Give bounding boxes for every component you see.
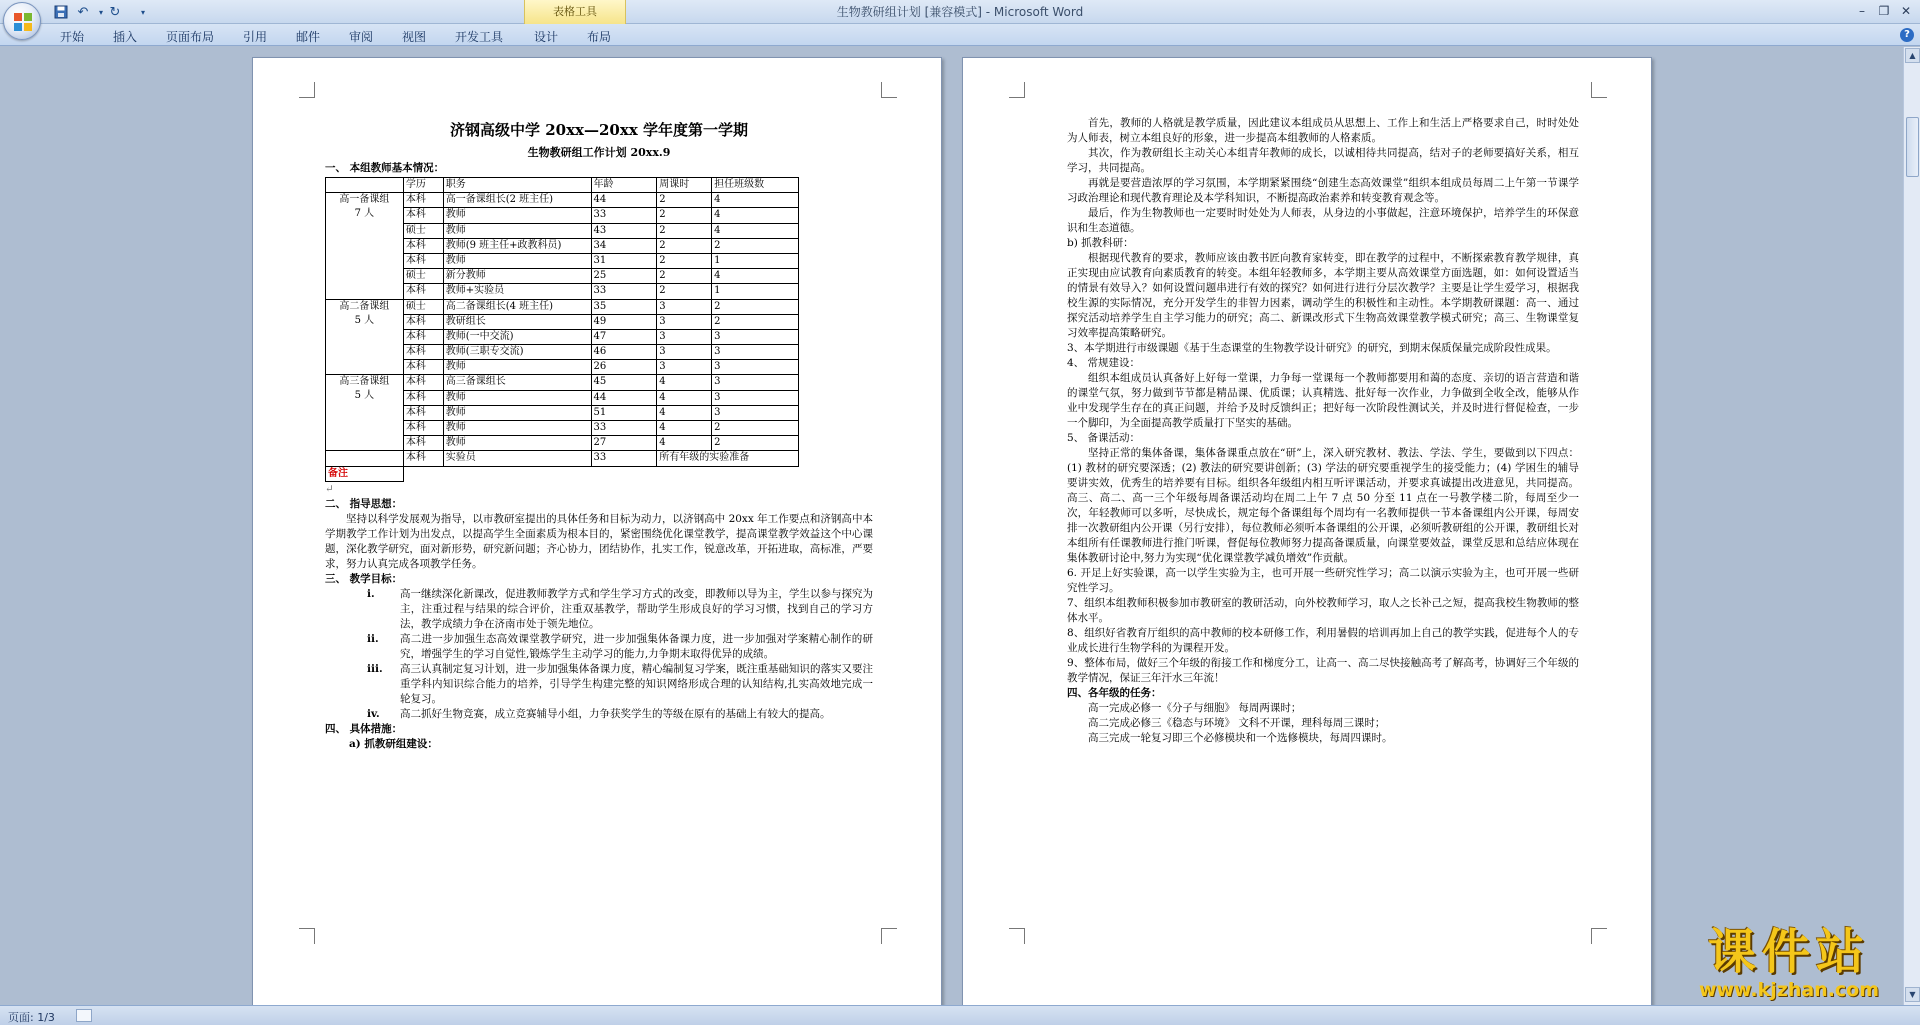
table-cell[interactable]: 26	[591, 360, 657, 375]
remark-row	[326, 466, 799, 481]
table-cell[interactable]: 本科	[403, 314, 443, 329]
paragraph: 最后，作为生物教师也一定要时时处处为人师表，从身边的小事做起，注意环境保护，培养学生的环保意识和生态道德。	[1067, 207, 1579, 234]
table-cell[interactable]: 教师	[443, 421, 591, 436]
paragraph: 9、整体布局，做好三个年级的衔接工作和梯度分工，让高一、高二尽快接触高考了解高考，协调好三个年级的教学情况，保证三年汗水三年流！	[1067, 657, 1579, 684]
tab-home[interactable]: 开始	[60, 30, 85, 44]
table-cell[interactable]: 4	[657, 405, 712, 420]
table-cell[interactable]: 本科	[403, 193, 443, 208]
table-cell[interactable]: 本科	[403, 405, 443, 420]
table-cell[interactable]: 43	[591, 223, 657, 238]
paragraph: b) 抓教科研：	[1067, 237, 1134, 249]
table-cell[interactable]: 硕士	[403, 223, 443, 238]
table-cell[interactable]: 4	[712, 269, 799, 284]
crop-mark	[1009, 928, 1025, 944]
table-cell[interactable]: 49	[591, 314, 657, 329]
table-cell[interactable]: 教研组长	[443, 314, 591, 329]
scroll-thumb[interactable]	[1906, 117, 1919, 177]
table-cell[interactable]: 3	[712, 360, 799, 375]
paragraph: 5、 备课活动：	[1067, 432, 1141, 444]
table-cell[interactable]: 45	[591, 375, 657, 390]
table-cell[interactable]: 44	[591, 193, 657, 208]
minimize-icon[interactable]: –	[1859, 3, 1865, 18]
table-cell[interactable]: 33	[591, 208, 657, 223]
goal-text: 高三认真制定复习计划，进一步加强集体备课力度，精心编制复习学案，既注重基础知识的落实又要注重学科内知识综合能力的培养，引导学生构建完整的知识网络形成合理的认知结构,扎实高效地完成一轮复习。	[400, 662, 873, 705]
table-cell[interactable]: 4	[712, 223, 799, 238]
paragraph: 高一完成必修一《分子与细胞》 每周两课时；	[1088, 702, 1302, 714]
table-cell[interactable]: 4	[657, 436, 712, 451]
table-header-cell[interactable]: 年龄	[591, 178, 657, 193]
tab-view[interactable]: 视图	[402, 30, 427, 44]
section-heading: 二、 指导思想：	[325, 497, 403, 510]
table-cell[interactable]: 1	[712, 253, 799, 268]
table-cell[interactable]: 2	[657, 193, 712, 208]
table-cell[interactable]: 本科	[403, 390, 443, 405]
table-cell[interactable]: 2	[712, 238, 799, 253]
group-count: 5 人	[354, 314, 375, 326]
group-name: 高一备课组	[339, 194, 390, 206]
ribbon-tab-bar	[0, 24, 1920, 46]
group-count: 5 人	[354, 390, 375, 402]
paragraph: 3、本学期进行市级课题《基于生态课堂的生物教学设计研究》的研究，到期末保质保量完成阶段性成果。	[1067, 342, 1557, 354]
table-cell[interactable]: 4	[712, 208, 799, 223]
paragraph: 根据现代教育的要求，教师应该由教书匠向教育家转变，即在教学的过程中，不断探索教育教学规律，真正实现由应试教育向素质教育的转变。本组年轻教师多，本学期主要从高效课堂方面选题，如：如何设置适当的情景有效导入？如何设置问题串进行有效的探究？如何进行进行分层次教学？主要是让学生爱学习，根据我校生源的实际情况，充分开发学生的非智力因素，调动学生的积极性和主动性。本学期教研课题：高一、通过探究活动培养学生自主学习能力的研究；高二、新课改形式下生物高效课堂教学模式研究；高三、生物课堂复习效率提高策略研究。	[1067, 252, 1579, 339]
doc-title: 济钢高级中学 20xx—20xx 学年度第一学期	[450, 121, 748, 139]
crop-mark	[299, 82, 315, 98]
table-header-cell[interactable]: 周课时	[657, 178, 712, 193]
table-cell[interactable]: 2	[712, 299, 799, 314]
watermark-url: www.kjzhan.com	[1698, 979, 1880, 1001]
table-cell[interactable]: 本科	[403, 375, 443, 390]
guide-paragraph: 坚持以科学发展观为指导，以市教研室提出的具体任务和目标为动力，以济钢高中 20xx 年工作要点和济钢高中本学期教学工作计划为出发点，以提高学生全面素质为根本目的，紧密围绕优化课堂教学，提高课堂教学效益这个中心课题，深化教学研究，面对新形势，研究新问题；齐心协力，团结协作，扎实工作，锐意改革，开拓进取，高标准，严要求，努力认真完成各项教学任务。	[325, 512, 873, 570]
table-cell[interactable]: 35	[591, 299, 657, 314]
table-cell[interactable]: 本科	[403, 208, 443, 223]
table-header-row	[326, 178, 799, 193]
vertical-scrollbar[interactable]	[1903, 47, 1920, 1005]
paragraph: 首先，教师的人格就是教学质量，因此建议本组成员从思想上、工作上和生活上严格要求自己，时时处处为人师表，树立本组良好的形象，进一步提高本组教师的人格素质。	[1067, 117, 1579, 144]
table-header-cell[interactable]: 担任班级数	[712, 178, 799, 193]
goal-item	[325, 707, 873, 722]
table-cell[interactable]: 4	[657, 421, 712, 436]
doc-subtitle: 生物教研组工作计划 20xx.9	[527, 146, 671, 159]
table-cell[interactable]: 4	[657, 390, 712, 405]
close-icon[interactable]: ✕	[1900, 3, 1912, 18]
table-row	[326, 375, 799, 390]
table-cell[interactable]: 1	[712, 284, 799, 299]
group-name-cell[interactable]	[326, 375, 404, 451]
watermark-title: 课件站	[1707, 924, 1870, 980]
status-bar	[0, 1005, 1920, 1025]
table-cell[interactable]: 2	[712, 436, 799, 451]
table-row	[326, 451, 799, 466]
table-cell[interactable]: 2	[657, 238, 712, 253]
table-cell[interactable]: 高三备课组长	[443, 375, 591, 390]
table-cell[interactable]: 3	[657, 314, 712, 329]
table-cell[interactable]: 51	[591, 405, 657, 420]
office-logo-icon	[13, 12, 33, 32]
table-cell[interactable]: 4	[712, 193, 799, 208]
table-cell[interactable]: 本科	[403, 421, 443, 436]
table-cell[interactable]: 33	[591, 451, 657, 466]
table-cell[interactable]: 本科	[403, 253, 443, 268]
tab-review[interactable]: 审阅	[349, 30, 374, 44]
table-cell[interactable]: 高一备课组长(2 班主任)	[443, 193, 591, 208]
undo-icon[interactable]: ↶	[77, 4, 89, 20]
table-cell[interactable]: 3	[657, 299, 712, 314]
paragraph: 再就是要营造浓厚的学习氛围，本学期紧紧围绕“创建生态高效课堂”组织本组成员每周二上午第一节课学习政治理论和现代教育理论及本学科知识，不断提高政治素养和转变教育观念等。	[1067, 177, 1579, 204]
table-cell[interactable]: 硕士	[403, 269, 443, 284]
tab-page-layout[interactable]: 页面布局	[166, 30, 215, 44]
tab-mailings[interactable]: 邮件	[296, 30, 321, 44]
table-cell[interactable]: 34	[591, 238, 657, 253]
tab-developer[interactable]: 开发工具	[455, 30, 504, 44]
paragraph: 7、组织本组教师积极参加市教研室的教研活动，向外校教师学习，取人之长补己之短，提高我校生物教师的整体水平。	[1067, 597, 1579, 624]
table-cell[interactable]	[326, 451, 404, 466]
document-page-2[interactable]	[962, 57, 1652, 1005]
table-cell[interactable]: 新分教师	[443, 269, 591, 284]
table-cell[interactable]: 教师(三职专交流)	[443, 345, 591, 360]
table-cell[interactable]: 3	[657, 360, 712, 375]
title-bar	[0, 0, 1920, 24]
goal-number: i.	[367, 587, 375, 600]
paragraph: 组织本组成员认真备好上好每一堂课，力争每一堂课每一个教师都要用和蔼的态度、亲切的语言营造和谐的课堂气氛，努力做到节节都是精品课、优质课；认真精选、批好每一次作业，力争做到全收全改，能够从作业中发现学生存在的真正问题，并给予及时反馈纠正；把好每一次阶段性测试关，并及时进行督促检查，一步一个脚印，为全面提高教学质量打下坚实的基础。	[1067, 372, 1579, 429]
tab-table-layout[interactable]: 布局	[587, 30, 612, 44]
group-count: 7 人	[354, 208, 375, 220]
table-cell[interactable]: 本科	[403, 329, 443, 344]
document-page-1[interactable]	[252, 57, 942, 1005]
paragraph: 四、各年级的任务：	[1067, 687, 1162, 699]
table-cell[interactable]: 本科	[403, 345, 443, 360]
undo-dropdown-icon[interactable]: ▾	[98, 7, 103, 17]
empty-paragraph: ↵	[325, 482, 334, 495]
staff-table[interactable]	[325, 177, 799, 482]
group-name: 高二备课组	[339, 300, 390, 312]
goal-number: iii.	[367, 662, 383, 675]
table-row	[326, 193, 799, 208]
table-cell[interactable]: 25	[591, 269, 657, 284]
goal-number: iv.	[367, 707, 380, 720]
table-row	[326, 299, 799, 314]
table-cell[interactable]: 46	[591, 345, 657, 360]
table-cell[interactable]: 教师	[443, 223, 591, 238]
sub-heading: a) 抓教研组建设：	[349, 737, 438, 750]
table-cell[interactable]: 高二备课组长(4 班主任)	[443, 299, 591, 314]
table-cell[interactable]: 本科	[403, 436, 443, 451]
table-cell[interactable]: 教师(一中交流)	[443, 329, 591, 344]
table-header-cell[interactable]: 职务	[443, 178, 591, 193]
table-cell[interactable]: 实验员	[443, 451, 591, 466]
table-cell[interactable]: 4	[657, 375, 712, 390]
page-2-content	[1067, 116, 1579, 746]
table-cell[interactable]: 教师	[443, 390, 591, 405]
table-cell[interactable]: 2	[657, 269, 712, 284]
table-cell[interactable]: 3	[657, 329, 712, 344]
section-heading: 三、 教学目标：	[325, 572, 403, 585]
crop-mark	[1009, 82, 1025, 98]
section-heading: 一、 本组教师基本情况：	[325, 162, 445, 174]
office-button[interactable]	[3, 2, 41, 40]
table-cell[interactable]: 本科	[403, 451, 443, 466]
group-name: 高三备课组	[339, 376, 390, 388]
table-cell[interactable]: 2	[657, 284, 712, 299]
table-cell[interactable]: 2	[712, 314, 799, 329]
customize-toolbar-icon[interactable]: ▾	[140, 7, 145, 17]
table-cell[interactable]: 教师	[443, 360, 591, 375]
table-cell[interactable]: 33	[591, 284, 657, 299]
goal-number: ii.	[367, 632, 379, 645]
restore-icon[interactable]: ❐	[1878, 3, 1890, 18]
table-cell[interactable]: 3	[712, 375, 799, 390]
table-cell[interactable]: 本科	[403, 284, 443, 299]
table-cell[interactable]: 教师+实验员	[443, 284, 591, 299]
table-cell[interactable]: 教师	[443, 405, 591, 420]
page-1-content	[325, 119, 873, 752]
paragraph: 8、组织好省教育厅组织的高中教师的校本研修工作，利用暑假的培训再加上自己的教学实践，促进每个人的专业成长进行生物学科的为课程开发。	[1067, 627, 1579, 654]
goals-list	[325, 587, 873, 722]
goal-item	[325, 662, 873, 707]
goal-text: 高二抓好生物竞赛，成立竞赛辅导小组，力争获奖学生的等级在原有的基础上有较大的提高。	[400, 707, 831, 720]
table-cell[interactable]: 教师(9 班主任+政教科员)	[443, 238, 591, 253]
paragraph: 高二完成必修三《稳态与环境》 文科不开课，理科每周三课时；	[1088, 717, 1386, 729]
paragraph: 其次，作为教研组长主动关心本组青年教师的成长，以诚相待共同提高，结对子的老师要搞好关系，相互学习，共同提高。	[1067, 147, 1579, 174]
table-cell[interactable]: 44	[591, 390, 657, 405]
help-icon[interactable]: ?	[1900, 28, 1914, 42]
table-cell[interactable]: 教师	[443, 208, 591, 223]
table-cell[interactable]: 教师	[443, 436, 591, 451]
table-cell[interactable]: 33	[591, 421, 657, 436]
group-name-cell[interactable]	[326, 193, 404, 299]
goal-text: 高二进一步加强生态高效课堂教学研究，进一步加强集体备课力度，进一步加强对学案精心制作的研究，增强学生的学习自觉性,锻炼学生主动学习的能力,力争期末取得优异的成绩。	[400, 632, 873, 660]
paragraph: 高三完成一轮复习即三个必修模块和一个选修模块，每周四课时。	[1088, 732, 1393, 744]
table-cell[interactable]: 硕士	[403, 299, 443, 314]
crop-mark	[1591, 82, 1607, 98]
goal-text: 高一继续深化新课改，促进教师教学方式和学生学习方式的改变，即教师以导为主，学生以参与探究为主，注重过程与结果的综合评价，注重双基教学，帮助学生形成良好的学习习惯，找到自己的学习方法，教学成绩力争在济南市处于领先地位。	[400, 587, 873, 630]
scroll-up-icon[interactable]: ▲	[1905, 48, 1920, 63]
crop-mark	[299, 928, 315, 944]
table-cell[interactable]: 47	[591, 329, 657, 344]
paragraph: 坚持正常的集体备课，集体备课重点放在“研”上，深入研究教材、教法、学法、学生，要做到以下四点：(1) 教材的研究要深透；(2) 教法的研究要讲创新；(3) 学法的研究要重视学生的接受能力；(4) 学困生的辅导要讲实效，优秀生的培养要有目标。组织各年级组内相互听评课活动，并要求真诚提出改进意见，共同提高。高三、高二、高一三个年级每周备课活动均在周二上午 7 点 50 分至 11 点在一号教学楼二阶，每周至少一次，年轻教师可以多听，尽快成长，规定每个备课组每个周均有一名教师提供一节本备课组内公开课，每周安排一次教研组内公开课（另行安排），每位教师必须听本备课组的公开课，必须听教研组的公开课，教研组长对本组所有任课教师进行推门听课，督促每位教师努力提高备课质量，向课堂要效益，课堂反思和总结应体现在集体教研讨论中,努力为实现“优化课堂教学减负增效”作贡献。	[1067, 447, 1579, 564]
table-cell[interactable]: 教师	[443, 253, 591, 268]
table-cell[interactable]: 2	[657, 208, 712, 223]
table-cell[interactable]: 2	[657, 223, 712, 238]
table-cell[interactable]: 本科	[403, 238, 443, 253]
proofing-status-icon[interactable]	[76, 1009, 92, 1022]
save-icon[interactable]	[52, 3, 70, 21]
table-cell[interactable]: 3	[712, 405, 799, 420]
table-tools-context-tab: 表格工具	[524, 0, 626, 24]
table-cell[interactable]: 2	[712, 421, 799, 436]
table-cell[interactable]: 27	[591, 436, 657, 451]
crop-mark	[881, 82, 897, 98]
remark-cell[interactable]: 备注	[326, 466, 404, 481]
paragraph: 4、 常规建设：	[1067, 357, 1141, 369]
tab-insert[interactable]: 插入	[113, 30, 138, 44]
group-name-cell[interactable]	[326, 299, 404, 375]
goal-item	[325, 632, 873, 662]
table-cell[interactable]: 3	[712, 390, 799, 405]
scroll-down-icon[interactable]: ▼	[1905, 987, 1920, 1002]
table-cell[interactable]: 3	[712, 345, 799, 360]
tab-table-design[interactable]: 设计	[534, 30, 559, 44]
table-header-cell[interactable]: 学历	[403, 178, 443, 193]
remark-empty-cell[interactable]	[403, 466, 798, 481]
table-cell[interactable]: 31	[591, 253, 657, 268]
table-header-cell[interactable]	[326, 178, 404, 193]
redo-icon[interactable]: ↻	[109, 4, 121, 20]
table-cell[interactable]: 所有年级的实验准备	[657, 451, 799, 466]
crop-mark	[1591, 928, 1607, 944]
table-cell[interactable]: 3	[657, 345, 712, 360]
paragraph: 6. 开足上好实验课，高一以学生实验为主，也可开展一些研究性学习；高二以演示实验为主，也可开展一些研究性学习。	[1067, 567, 1579, 594]
staff-table-body	[326, 178, 799, 482]
section-heading: 四、 具体措施：	[325, 722, 403, 735]
table-cell[interactable]: 3	[712, 329, 799, 344]
window-title: 生物教研组计划 [兼容模式] - Microsoft Word	[836, 5, 1084, 19]
table-cell[interactable]: 2	[657, 253, 712, 268]
goal-item	[325, 587, 873, 632]
crop-mark	[881, 928, 897, 944]
document-workspace[interactable]	[0, 47, 1903, 1005]
tab-references[interactable]: 引用	[243, 30, 268, 44]
page-count-status[interactable]: 页面: 1/3	[8, 1011, 55, 1024]
table-cell[interactable]: 本科	[403, 360, 443, 375]
